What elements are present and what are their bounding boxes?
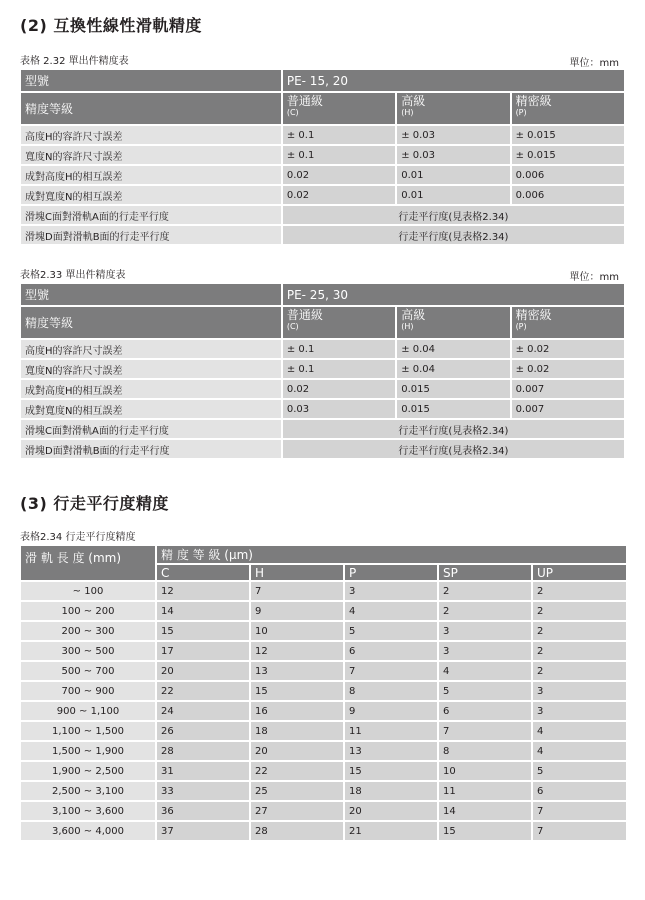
table-row bbox=[21, 822, 626, 840]
grade-value-cell: 8 bbox=[345, 682, 437, 700]
grade-value-cell: 15 bbox=[439, 822, 531, 840]
table-row bbox=[21, 582, 626, 600]
grade-value-cell: 16 bbox=[251, 702, 343, 720]
table-row: 寬度N的容許尺寸誤差 ± 0.1 ± 0.04 ± 0.02 bbox=[21, 360, 624, 378]
grade-value-cell: 9 bbox=[251, 602, 343, 620]
table-row bbox=[21, 742, 626, 760]
grade-value-cell: 18 bbox=[251, 722, 343, 740]
grade-value-cell: 4 bbox=[345, 602, 437, 620]
grade-value-cell: 6 bbox=[533, 782, 626, 800]
grade-value-cell: 15 bbox=[345, 762, 437, 780]
grade-value-cell: 2 bbox=[439, 602, 531, 620]
rail-length-cell: 200 ~ 300 bbox=[21, 622, 155, 640]
table-row bbox=[21, 722, 626, 740]
grade-value-cell: 28 bbox=[157, 742, 249, 760]
grade-value-cell: 12 bbox=[157, 582, 249, 600]
column-header-p: P bbox=[345, 565, 437, 580]
table-row bbox=[21, 682, 626, 700]
grade-value-cell: 2 bbox=[533, 662, 626, 680]
rail-length-cell: 300 ~ 500 bbox=[21, 642, 155, 660]
grade-value-cell: 7 bbox=[345, 662, 437, 680]
grade-value-cell: 11 bbox=[345, 722, 437, 740]
grade-value-cell: 7 bbox=[533, 802, 626, 820]
grade-value-cell: 12 bbox=[251, 642, 343, 660]
table-row bbox=[21, 802, 626, 820]
precision-table-pe-15-20 bbox=[19, 68, 626, 246]
grade-value-cell: 8 bbox=[439, 742, 531, 760]
column-header-h: H bbox=[251, 565, 343, 580]
rail-length-label: 滑 軌 長 度 (mm) bbox=[21, 546, 155, 580]
grade-value-cell: 5 bbox=[345, 622, 437, 640]
rail-length-cell: 1,100 ~ 1,500 bbox=[21, 722, 155, 740]
table-row bbox=[21, 662, 626, 680]
grade-value-cell: 3 bbox=[439, 622, 531, 640]
section-heading-running-parallelism: (3) 行走平行度精度 bbox=[20, 494, 169, 513]
grade-value-cell: 28 bbox=[251, 822, 343, 840]
grade-value-cell: 15 bbox=[157, 622, 249, 640]
grade-high: 高級 (H) bbox=[397, 307, 509, 338]
grade-value-cell: 7 bbox=[439, 722, 531, 740]
grade-value-cell: 20 bbox=[345, 802, 437, 820]
table-row: 成對高度H的相互誤差 0.02 0.015 0.007 bbox=[21, 380, 624, 398]
grade-value-cell: 10 bbox=[439, 762, 531, 780]
grade-value-cell: 31 bbox=[157, 762, 249, 780]
grade-value-cell: 6 bbox=[439, 702, 531, 720]
grade-value-cell: 20 bbox=[251, 742, 343, 760]
model-value: PE- 25, 30 bbox=[283, 284, 624, 305]
section-heading-interchangeable: (2) 互換性線性滑軌精度 bbox=[20, 16, 202, 35]
grade-value-cell: 4 bbox=[533, 742, 626, 760]
rail-length-cell: 700 ~ 900 bbox=[21, 682, 155, 700]
grade-value-cell: 7 bbox=[533, 822, 626, 840]
grade-value-cell: 21 bbox=[345, 822, 437, 840]
model-value: PE- 15, 20 bbox=[283, 70, 624, 91]
table-row: 成對寬度N的相互誤差 0.03 0.015 0.007 bbox=[21, 400, 624, 418]
grade-value-cell: 2 bbox=[439, 582, 531, 600]
grade-value-cell: 5 bbox=[439, 682, 531, 700]
grade-value-cell: 22 bbox=[251, 762, 343, 780]
table-row: 滑塊C面對滑軌A面的行走平行度 行走平行度(見表格2.34) bbox=[21, 420, 624, 438]
grade-value-cell: 3 bbox=[533, 702, 626, 720]
grade-precision: 精密級 (P) bbox=[512, 307, 624, 338]
grade-value-cell: 2 bbox=[533, 622, 626, 640]
grade-value-cell: 33 bbox=[157, 782, 249, 800]
table-row bbox=[21, 602, 626, 620]
table-caption-2-33: 表格2.33 單出件精度表 bbox=[20, 270, 126, 281]
running-parallelism-table bbox=[19, 544, 628, 842]
table-row: 高度H的容許尺寸誤差 ± 0.1 ± 0.04 ± 0.02 bbox=[21, 340, 624, 358]
rail-length-cell: 2,500 ~ 3,100 bbox=[21, 782, 155, 800]
grade-value-cell: 14 bbox=[439, 802, 531, 820]
model-label: 型號 bbox=[21, 70, 281, 91]
table-caption-2-32: 表格 2.32 單出件精度表 bbox=[20, 56, 129, 67]
table-row bbox=[21, 642, 626, 660]
table-row: 滑塊C面對滑軌A面的行走平行度 行走平行度(見表格2.34) bbox=[21, 206, 624, 224]
unit-label: 單位：mm bbox=[569, 272, 619, 283]
grade-value-cell: 4 bbox=[439, 662, 531, 680]
grade-value-cell: 22 bbox=[157, 682, 249, 700]
table-row bbox=[21, 782, 626, 800]
grade-value-cell: 9 bbox=[345, 702, 437, 720]
grade-value-cell: 10 bbox=[251, 622, 343, 640]
grade-value-cell: 14 bbox=[157, 602, 249, 620]
table-caption-2-34: 表格2.34 行走平行度精度 bbox=[20, 532, 136, 543]
grade-value-cell: 25 bbox=[251, 782, 343, 800]
grade-value-cell: 17 bbox=[157, 642, 249, 660]
table-row: 寬度N的容許尺寸誤差 ± 0.1 ± 0.03 ± 0.015 bbox=[21, 146, 624, 164]
grade-normal: 普通級 (C) bbox=[283, 93, 395, 124]
grade-value-cell: 27 bbox=[251, 802, 343, 820]
unit-label: 單位：mm bbox=[569, 58, 619, 69]
table-row: 高度H的容許尺寸誤差 ± 0.1 ± 0.03 ± 0.015 bbox=[21, 126, 624, 144]
table-row: 成對寬度N的相互誤差 0.02 0.01 0.006 bbox=[21, 186, 624, 204]
grade-value-cell: 2 bbox=[533, 642, 626, 660]
grade-high: 高級 (H) bbox=[397, 93, 509, 124]
grade-label-um: 精 度 等 級 (μm) bbox=[157, 546, 626, 563]
grade-value-cell: 2 bbox=[533, 582, 626, 600]
rail-length-cell: 500 ~ 700 bbox=[21, 662, 155, 680]
grade-value-cell: 37 bbox=[157, 822, 249, 840]
precision-table-pe-25-30 bbox=[19, 282, 626, 460]
rail-length-cell: 1,500 ~ 1,900 bbox=[21, 742, 155, 760]
rail-length-cell: 100 ~ 200 bbox=[21, 602, 155, 620]
grade-value-cell: 2 bbox=[533, 602, 626, 620]
table-row: 滑塊D面對滑軌B面的行走平行度 行走平行度(見表格2.34) bbox=[21, 226, 624, 244]
rail-length-cell: 3,600 ~ 4,000 bbox=[21, 822, 155, 840]
grade-value-cell: 26 bbox=[157, 722, 249, 740]
grade-label: 精度等級 bbox=[21, 307, 281, 338]
rail-length-cell: 900 ~ 1,100 bbox=[21, 702, 155, 720]
table-row: 成對高度H的相互誤差 0.02 0.01 0.006 bbox=[21, 166, 624, 184]
grade-value-cell: 3 bbox=[345, 582, 437, 600]
model-label: 型號 bbox=[21, 284, 281, 305]
grade-value-cell: 3 bbox=[533, 682, 626, 700]
grade-value-cell: 20 bbox=[157, 662, 249, 680]
grade-value-cell: 7 bbox=[251, 582, 343, 600]
grade-value-cell: 36 bbox=[157, 802, 249, 820]
grade-value-cell: 13 bbox=[345, 742, 437, 760]
grade-normal: 普通級 (C) bbox=[283, 307, 395, 338]
rail-length-cell: 3,100 ~ 3,600 bbox=[21, 802, 155, 820]
column-header-up: UP bbox=[533, 565, 626, 580]
grade-value-cell: 4 bbox=[533, 722, 626, 740]
table-row: 滑塊D面對滑軌B面的行走平行度 行走平行度(見表格2.34) bbox=[21, 440, 624, 458]
column-header-sp: SP bbox=[439, 565, 531, 580]
grade-value-cell: 6 bbox=[345, 642, 437, 660]
grade-precision: 精密級 (P) bbox=[512, 93, 624, 124]
table-row bbox=[21, 622, 626, 640]
grade-label: 精度等級 bbox=[21, 93, 281, 124]
grade-value-cell: 24 bbox=[157, 702, 249, 720]
grade-value-cell: 13 bbox=[251, 662, 343, 680]
rail-length-cell: ~ 100 bbox=[21, 582, 155, 600]
grade-value-cell: 18 bbox=[345, 782, 437, 800]
column-header-c: C bbox=[157, 565, 249, 580]
rail-length-cell: 1,900 ~ 2,500 bbox=[21, 762, 155, 780]
table-row bbox=[21, 702, 626, 720]
grade-value-cell: 3 bbox=[439, 642, 531, 660]
grade-value-cell: 15 bbox=[251, 682, 343, 700]
grade-value-cell: 11 bbox=[439, 782, 531, 800]
table-row bbox=[21, 762, 626, 780]
grade-value-cell: 5 bbox=[533, 762, 626, 780]
